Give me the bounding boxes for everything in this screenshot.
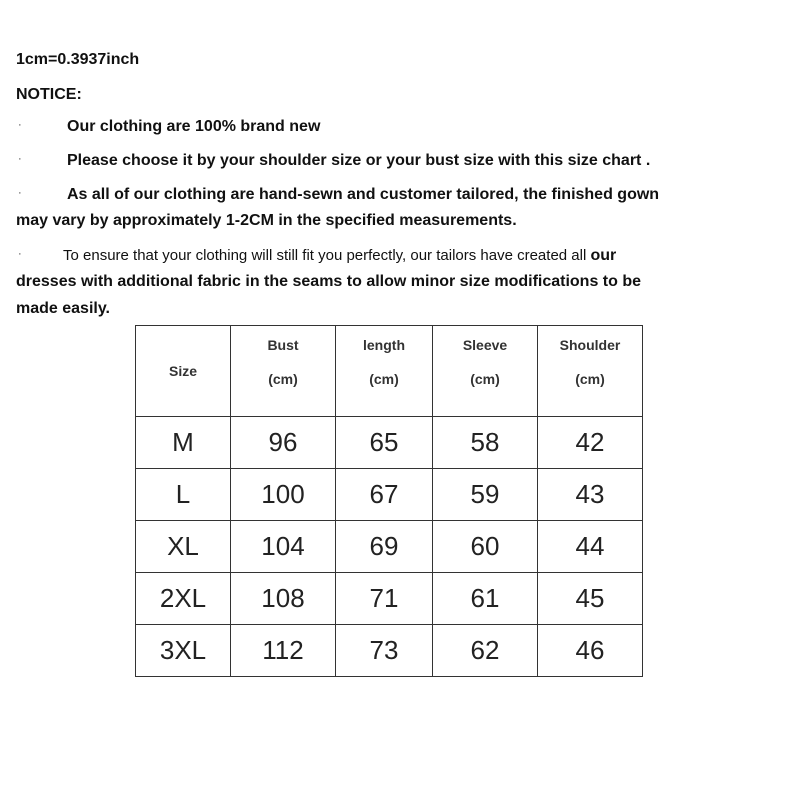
bust-cell: 104: [231, 521, 336, 573]
table-row: [136, 573, 643, 625]
note-fit-line1-text: To ensure that your clothing will still fit you perfectly, our tailors have created all: [63, 247, 587, 264]
bust-cell: 100: [231, 469, 336, 521]
bust-cell: 108: [231, 573, 336, 625]
table-row: [136, 625, 643, 677]
note-fit-line1: [63, 247, 616, 265]
length-cell: 69: [336, 521, 433, 573]
header-bust-unit: (cm): [268, 371, 298, 387]
shoulder-cell: 44: [538, 521, 643, 573]
header-shoulder-name: Shoulder: [559, 337, 621, 353]
header-bust: [231, 326, 336, 417]
note-brand-new: Our clothing are 100% brand new: [67, 118, 321, 135]
length-cell: 71: [336, 573, 433, 625]
note-fit-line1-bold: our: [590, 247, 617, 264]
header-sleeve-name: Sleeve: [462, 337, 508, 353]
shoulder-cell: 42: [538, 417, 643, 469]
header-length-name: length: [363, 337, 405, 353]
bust-cell: 96: [231, 417, 336, 469]
bullet-1: ·: [18, 119, 22, 131]
table-row: [136, 417, 643, 469]
header-length: [336, 326, 433, 417]
note-hand-sewn-line1: As all of our clothing are hand-sewn and customer tailored, the finished gown: [67, 186, 660, 203]
header-length-unit: (cm): [369, 371, 399, 387]
size-cell: 3XL: [136, 625, 231, 677]
bullet-3: ·: [18, 187, 22, 199]
size-chart-table: [135, 325, 643, 677]
size-cell: 2XL: [136, 573, 231, 625]
table-row: [136, 521, 643, 573]
note-hand-sewn-line2: may vary by approximately 1-2CM in the specified measurements.: [16, 212, 517, 229]
table-row: [136, 469, 643, 521]
sleeve-cell: 60: [433, 521, 538, 573]
note-fit-line3: made easily.: [16, 300, 110, 317]
header-shoulder-unit: (cm): [575, 371, 605, 387]
header-bust-name: Bust: [267, 337, 299, 353]
note-choose-size: Please choose it by your shoulder size or your bust size with this size chart .: [67, 152, 651, 169]
notice-title: NOTICE:: [16, 86, 82, 103]
size-cell: L: [136, 469, 231, 521]
shoulder-cell: 45: [538, 573, 643, 625]
shoulder-cell: 46: [538, 625, 643, 677]
table-header-row: [136, 326, 643, 417]
size-cell: M: [136, 417, 231, 469]
shoulder-cell: 43: [538, 469, 643, 521]
header-shoulder: [538, 326, 643, 417]
length-cell: 73: [336, 625, 433, 677]
length-cell: 65: [336, 417, 433, 469]
bust-cell: 112: [231, 625, 336, 677]
length-cell: 67: [336, 469, 433, 521]
header-sleeve-unit: (cm): [470, 371, 500, 387]
bullet-4: ·: [18, 248, 22, 260]
sleeve-cell: 62: [433, 625, 538, 677]
bullet-2: ·: [18, 153, 22, 165]
sleeve-cell: 58: [433, 417, 538, 469]
note-fit-line2: dresses with additional fabric in the seams to allow minor size modifications to be: [16, 273, 642, 290]
unit-conversion: 1cm=0.3937inch: [16, 51, 140, 68]
size-cell: XL: [136, 521, 231, 573]
sleeve-cell: 61: [433, 573, 538, 625]
header-sleeve: [433, 326, 538, 417]
sleeve-cell: 59: [433, 469, 538, 521]
header-size: Size: [136, 326, 231, 417]
